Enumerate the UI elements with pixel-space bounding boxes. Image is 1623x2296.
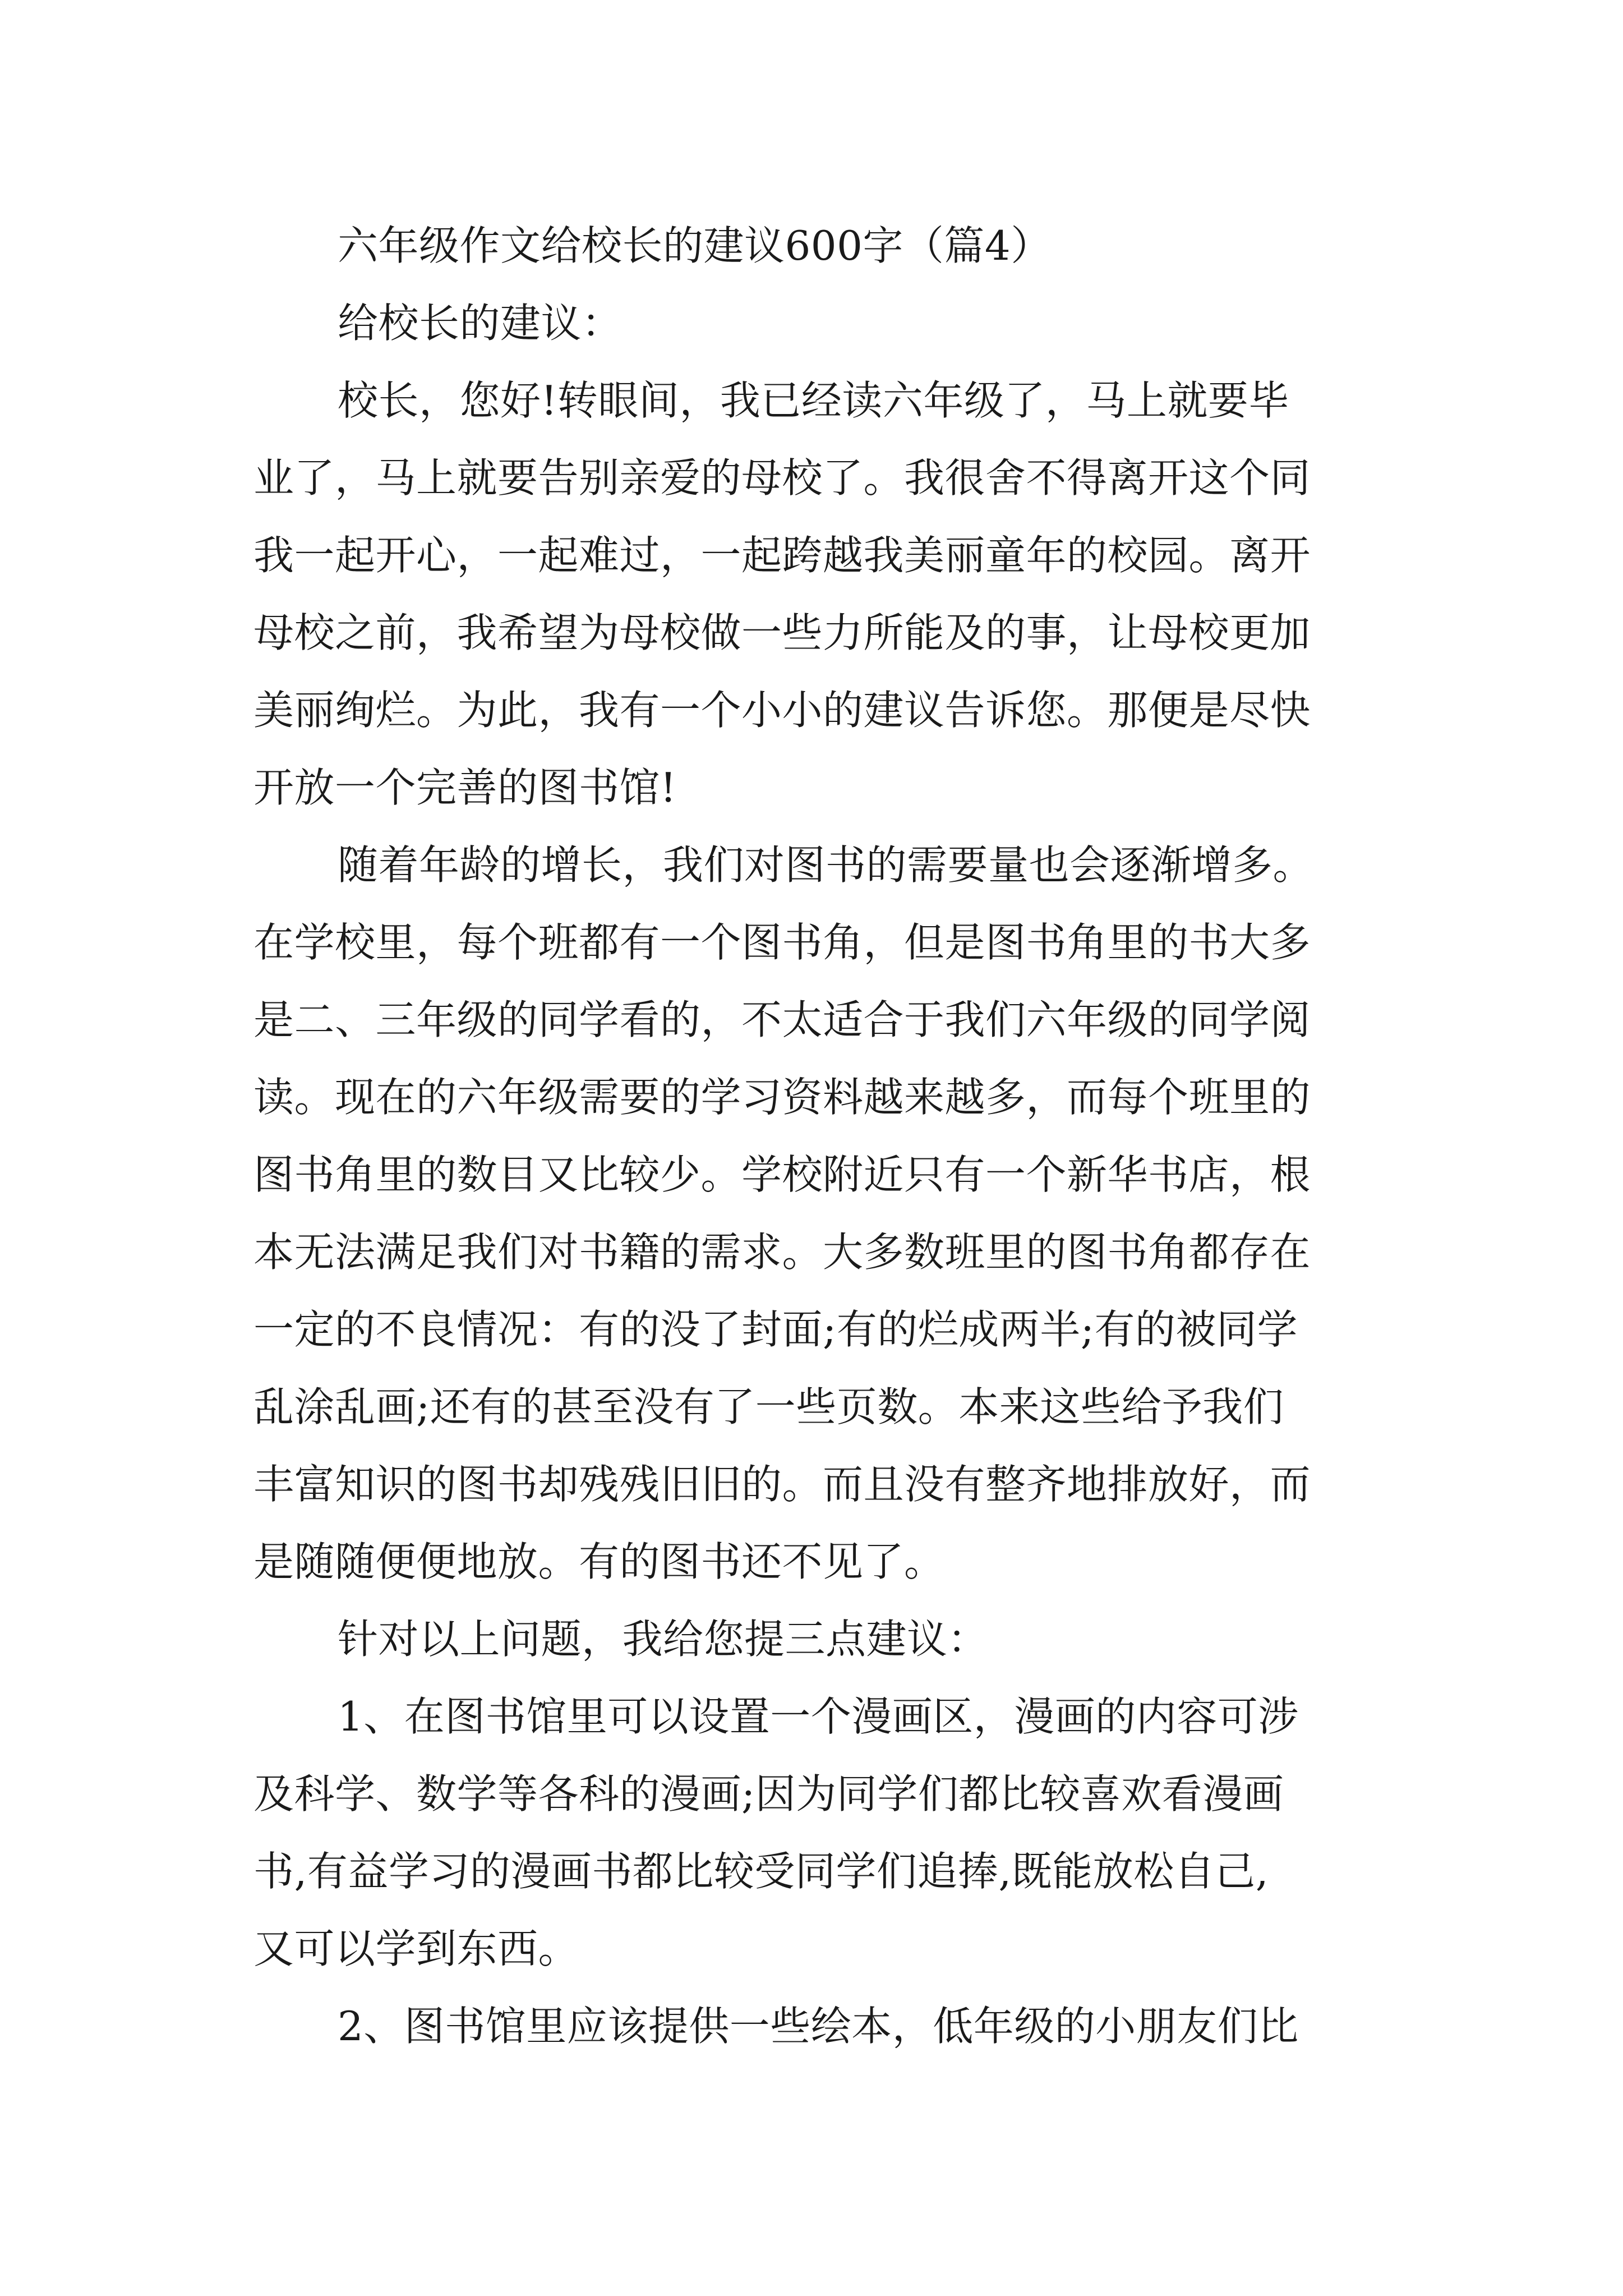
- document-title: 六年级作文给校长的建议600字（篇4）: [338, 222, 1052, 269]
- text-line: 校长，您好!转眼间，我已经读六年级了，马上就要毕: [338, 377, 1289, 424]
- text-line: 母校之前，我希望为母校做一些力所能及的事，让母校更加: [253, 609, 1311, 656]
- text-line: 是随随便便地放。有的图书还不见了。: [253, 1538, 945, 1585]
- text-line: 一定的不良情况：有的没了封面;有的烂成两半;有的被同学: [253, 1306, 1298, 1353]
- text-line: 业了，马上就要告别亲爱的母校了。我很舍不得离开这个同: [253, 454, 1311, 501]
- text-line: 2、图书馆里应该提供一些绘本，低年级的小朋友们比: [338, 2003, 1299, 2050]
- text-line: 乱涂乱画;还有的甚至没有了一些页数。本来这些给予我们: [253, 1383, 1284, 1430]
- text-line: 针对以上问题，我给您提三点建议：: [338, 1616, 989, 1663]
- text-line: 美丽绚烂。为此，我有一个小小的建议告诉您。那便是尽快: [253, 687, 1311, 734]
- text-line: 书,有益学习的漫画书都比较受同学们追捧,既能放松自己,: [253, 1848, 1269, 1895]
- text-line: 读。现在的六年级需要的学习资料越来越多，而每个班里的: [253, 1074, 1311, 1121]
- text-line: 随着年龄的增长，我们对图书的需要量也会逐渐增多。: [338, 841, 1314, 889]
- text-line: 又可以学到东西。: [253, 1925, 579, 1972]
- text-line: 我一起开心，一起难过，一起跨越我美丽童年的校园。离开: [253, 532, 1311, 579]
- text-line: 开放一个完善的图书馆!: [253, 764, 677, 811]
- text-line: 图书角里的数目又比较少。学校附近只有一个新华书店，根: [253, 1151, 1311, 1198]
- text-line: 丰富知识的图书却残残旧旧的。而且没有整齐地排放好，而: [253, 1461, 1311, 1508]
- text-line: 1、在图书馆里可以设置一个漫画区，漫画的内容可涉: [338, 1693, 1299, 1740]
- text-line: 在学校里，每个班都有一个图书角，但是图书角里的书大多: [253, 919, 1311, 966]
- text-line: 及科学、数学等各科的漫画;因为同学们都比较喜欢看漫画: [253, 1770, 1284, 1818]
- salutation: 给校长的建议：: [338, 300, 623, 347]
- text-line: 本无法满足我们对书籍的需求。大多数班里的图书角都存在: [253, 1228, 1311, 1276]
- text-line: 是二、三年级的同学看的，不太适合于我们六年级的同学阅: [253, 996, 1311, 1043]
